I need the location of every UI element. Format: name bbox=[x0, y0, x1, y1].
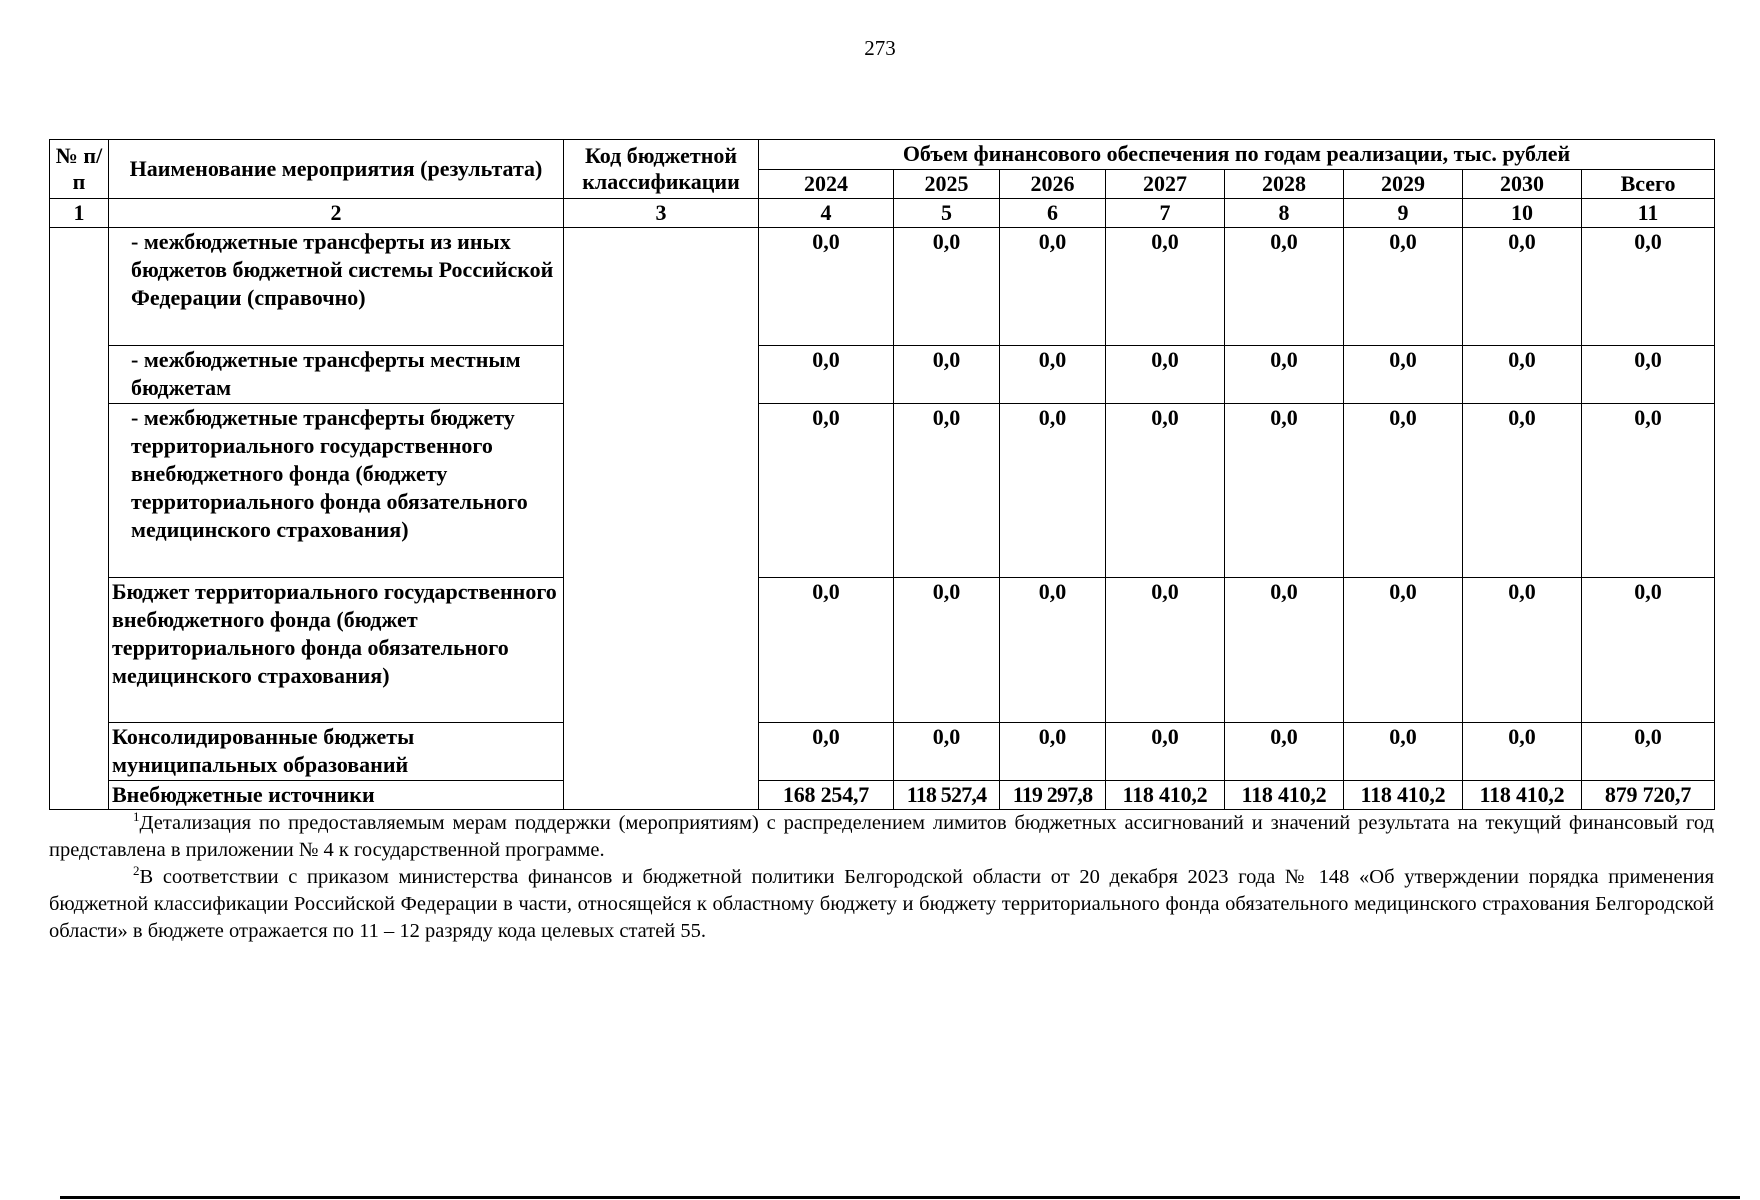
column-number: 4 bbox=[759, 199, 894, 228]
value-cell: 0,0 bbox=[1000, 404, 1106, 578]
value-cell: 0,0 bbox=[759, 404, 894, 578]
header-year: 2024 bbox=[759, 169, 894, 199]
value-cell: 0,0 bbox=[894, 346, 1000, 404]
footnote bbox=[49, 810, 1714, 864]
value-cell: 0,0 bbox=[1463, 578, 1582, 723]
value-cell: 0,0 bbox=[1463, 228, 1582, 346]
value-cell: 0,0 bbox=[1106, 228, 1225, 346]
value-cell: 0,0 bbox=[1000, 346, 1106, 404]
table-row bbox=[50, 723, 1715, 781]
column-number: 8 bbox=[1225, 199, 1344, 228]
value-cell: 0,0 bbox=[1344, 228, 1463, 346]
table-row bbox=[50, 346, 1715, 404]
value-cell: 0,0 bbox=[1344, 404, 1463, 578]
value-cell: 118 410,2 bbox=[1106, 781, 1225, 810]
value-cell: 0,0 bbox=[1344, 346, 1463, 404]
footnote-marker: 1 bbox=[133, 809, 140, 824]
value-cell: 0,0 bbox=[759, 346, 894, 404]
header-col-name: Наименование мероприятия (результата) bbox=[109, 140, 564, 199]
value-cell: 118 527,4 bbox=[894, 781, 1000, 810]
footnotes bbox=[49, 810, 1714, 945]
value-cell-total: 0,0 bbox=[1582, 346, 1715, 404]
value-cell: 0,0 bbox=[1225, 578, 1344, 723]
value-cell: 0,0 bbox=[1463, 346, 1582, 404]
value-cell-total: 0,0 bbox=[1582, 228, 1715, 346]
value-cell: 0,0 bbox=[1000, 228, 1106, 346]
value-cell: 0,0 bbox=[894, 723, 1000, 781]
column-number: 5 bbox=[894, 199, 1000, 228]
value-cell: 0,0 bbox=[1106, 723, 1225, 781]
value-cell-total: 0,0 bbox=[1582, 404, 1715, 578]
header-year: 2028 bbox=[1225, 169, 1344, 199]
column-number: 6 bbox=[1000, 199, 1106, 228]
row-name: Бюджет территориального государственного внебюджетного фонда (бюджет территориального фонда обязательного медицинского страхования) bbox=[109, 578, 564, 723]
column-number: 11 bbox=[1582, 199, 1715, 228]
column-numbers-row bbox=[50, 199, 1715, 228]
column-number: 9 bbox=[1344, 199, 1463, 228]
header-year: 2026 bbox=[1000, 169, 1106, 199]
value-cell: 0,0 bbox=[1225, 404, 1344, 578]
value-cell: 168 254,7 bbox=[759, 781, 894, 810]
value-cell: 0,0 bbox=[1000, 578, 1106, 723]
value-cell-total: 0,0 bbox=[1582, 578, 1715, 723]
column-number: 7 bbox=[1106, 199, 1225, 228]
header-row-1 bbox=[50, 140, 1715, 170]
column-number: 3 bbox=[564, 199, 759, 228]
value-cell: 0,0 bbox=[1344, 578, 1463, 723]
header-col-volume: Объем финансового обеспечения по годам реализации, тыс. рублей bbox=[759, 140, 1715, 170]
bottom-rule bbox=[60, 1196, 1740, 1199]
value-cell: 0,0 bbox=[1463, 723, 1582, 781]
header-year: 2027 bbox=[1106, 169, 1225, 199]
table-row bbox=[50, 578, 1715, 723]
value-cell: 118 410,2 bbox=[1463, 781, 1582, 810]
header-year: 2025 bbox=[894, 169, 1000, 199]
row-name: Консолидированные бюджеты муниципальных образований bbox=[109, 723, 564, 781]
header-total: Всего bbox=[1582, 169, 1715, 199]
column-number: 10 bbox=[1463, 199, 1582, 228]
value-cell: 0,0 bbox=[1106, 346, 1225, 404]
value-cell: 0,0 bbox=[759, 578, 894, 723]
row-name: - межбюджетные трансферты бюджету территориального государственного внебюджетного фонда (бюджету территориального фонда обязательного медицинского страхования) bbox=[109, 404, 564, 578]
value-cell: 0,0 bbox=[1225, 346, 1344, 404]
value-cell: 0,0 bbox=[1225, 228, 1344, 346]
row-name: Внебюджетные источники bbox=[109, 781, 564, 810]
row-name: - межбюджетные трансферты из иных бюджетов бюджетной системы Российской Федерации (справочно) bbox=[109, 228, 564, 346]
budget-code-cell bbox=[564, 228, 759, 810]
value-cell: 0,0 bbox=[1463, 404, 1582, 578]
value-cell: 0,0 bbox=[759, 228, 894, 346]
value-cell-total: 0,0 bbox=[1582, 723, 1715, 781]
value-cell: 0,0 bbox=[1225, 723, 1344, 781]
header-year: 2029 bbox=[1344, 169, 1463, 199]
row-name: - межбюджетные трансферты местным бюджетам bbox=[109, 346, 564, 404]
header-col-code: Код бюджетной классификации bbox=[564, 140, 759, 199]
value-cell: 0,0 bbox=[1344, 723, 1463, 781]
footnote-marker: 2 bbox=[133, 863, 140, 878]
column-number: 1 bbox=[50, 199, 109, 228]
value-cell: 0,0 bbox=[1106, 404, 1225, 578]
table-row bbox=[50, 228, 1715, 346]
value-cell: 0,0 bbox=[894, 404, 1000, 578]
budget-table bbox=[49, 139, 1715, 810]
row-number-cell bbox=[50, 228, 109, 810]
value-cell: 119 297,8 bbox=[1000, 781, 1106, 810]
value-cell: 0,0 bbox=[1106, 578, 1225, 723]
footnote-text: Детализация по предоставляемым мерам поддержки (мероприятиям) с распределением лимитов бюджетных ассигнований и значений результата на текущий финансовый год представлена в приложении № 4 к государственной программе. bbox=[49, 812, 1714, 861]
footnote-text: В соответствии с приказом министерства финансов и бюджетной политики Белгородской области от 20 декабря 2023 года № 148 «Об утверждении порядка применения бюджетной классификации Российской Федерации в части, относящейся к областному бюджету и бюджету территориального фонда обязательного медицинского страхования Белгородской области» в бюджете отражается по 11 – 12 разряду кода целевых статей 55. bbox=[49, 866, 1714, 942]
table-row bbox=[50, 404, 1715, 578]
column-number: 2 bbox=[109, 199, 564, 228]
value-cell: 118 410,2 bbox=[1344, 781, 1463, 810]
footnote bbox=[49, 864, 1714, 945]
page-number: 273 bbox=[864, 36, 896, 60]
value-cell: 118 410,2 bbox=[1225, 781, 1344, 810]
header-year: 2030 bbox=[1463, 169, 1582, 199]
value-cell: 0,0 bbox=[759, 723, 894, 781]
header-col-num: № п/п bbox=[50, 140, 109, 199]
value-cell: 0,0 bbox=[894, 228, 1000, 346]
value-cell: 0,0 bbox=[894, 578, 1000, 723]
value-cell-total: 879 720,7 bbox=[1582, 781, 1715, 810]
table-row-total bbox=[50, 781, 1715, 810]
value-cell: 0,0 bbox=[1000, 723, 1106, 781]
